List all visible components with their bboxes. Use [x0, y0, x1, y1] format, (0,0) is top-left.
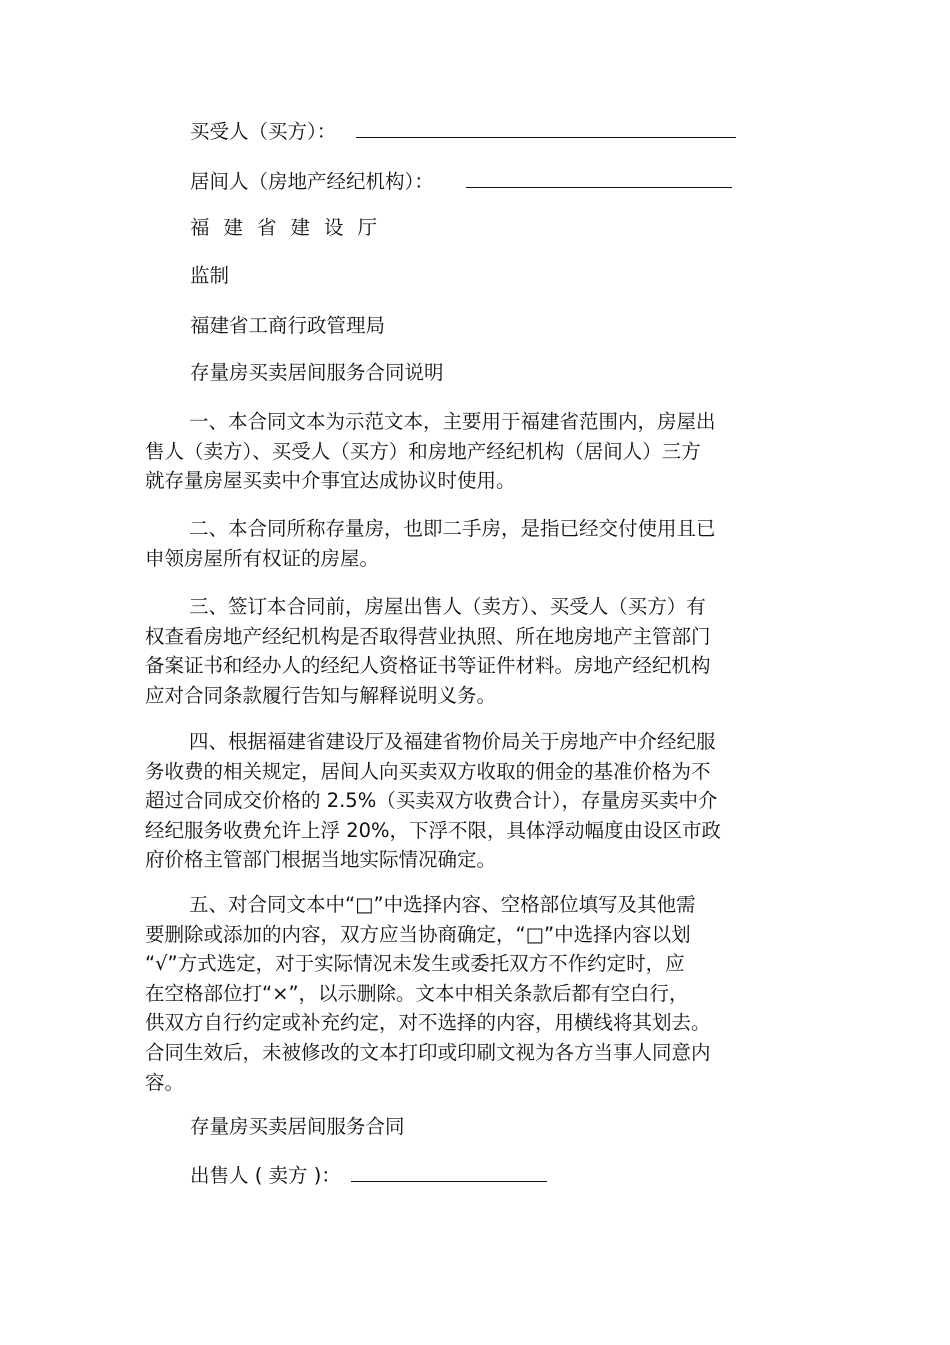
paragraph-line: 要删除或添加的内容，双方应当协商确定，“□”中选择内容以划 [145, 922, 691, 946]
paragraph-line: 容。 [145, 1070, 185, 1094]
buyer-line [190, 119, 736, 144]
paragraph-line: “√”方式选定，对于实际情况未发生或委托双方不作约定时，应 [145, 952, 685, 976]
paragraph-line: 在空格部位打“×”，以示删除。文本中相关条款后都有空白行， [145, 981, 689, 1005]
paragraph-line: 应对合同条款履行告知与解释说明义务。 [145, 683, 497, 707]
paragraph-4 [145, 727, 775, 875]
paragraph-line: 二、本合同所称存量房，也即二手房，是指已经交付使用且已 [189, 517, 716, 540]
issuer-commerce: 福建省工商行政管理局 [190, 314, 386, 337]
agent-blank[interactable] [466, 169, 732, 188]
paragraph-line: 售人（卖方）、买受人（买方）和房地产经纪机构（居间人）三方 [145, 439, 701, 463]
paragraph-line: 备案证书和经办人的经纪人资格证书等证件材料。房地产经纪机构 [145, 654, 711, 678]
seller-label: 出售人 ( 卖方 )： [190, 1164, 341, 1187]
explanation-title: 存量房买卖居间服务合同说明 [190, 361, 444, 384]
issuer-construction: 福建省建设厅 [190, 216, 392, 239]
buyer-blank[interactable] [356, 119, 736, 138]
agent-line [190, 169, 732, 194]
paragraph-line: 申领房屋所有权证的房屋。 [145, 546, 380, 570]
paragraph-line: 务收费的相关规定，居间人向买卖双方收取的佣金的基准价格为不 [145, 759, 711, 783]
paragraph-line: 四、根据福建省建设厅及福建省物价局关于房地产中介经纪服 [189, 730, 716, 753]
paragraph-line: 供双方自行约定或补充约定，对不选择的内容，用横线将其划去。 [145, 1011, 711, 1035]
paragraph-line: 一、本合同文本为示范文本，主要用于福建省范围内，房屋出 [189, 410, 716, 433]
paragraph-2 [145, 514, 775, 573]
paragraph-line: 合同生效后，未被修改的文本打印或印刷文视为各方当事人同意内 [145, 1040, 711, 1064]
paragraph-line: 超过合同成交价格的 2.5%（买卖双方收费合计），存量房买卖中介 [145, 789, 718, 813]
supervise-label: 监制 [190, 264, 230, 287]
paragraph-line: 五、对合同文本中“□”中选择内容、空格部位填写及其他需 [189, 893, 696, 916]
seller-line [190, 1163, 547, 1188]
paragraph-line: 三、签订本合同前，房屋出售人（卖方）、买受人（买方）有 [189, 595, 706, 618]
contract-title: 存量房买卖居间服务合同 [190, 1115, 405, 1138]
paragraph-1 [145, 407, 775, 496]
paragraph-line: 府价格主管部门根据当地实际情况确定。 [145, 848, 497, 872]
paragraph-3 [145, 592, 775, 710]
paragraph-line: 就存量房屋买卖中介事宜达成协议时使用。 [145, 469, 516, 493]
buyer-label: 买受人（买方）： [190, 120, 337, 143]
paragraph-line: 经纪服务收费允许上浮 20%，下浮不限，具体浮动幅度由设区市政 [145, 818, 722, 842]
paragraph-5 [145, 890, 775, 1097]
paragraph-line: 权查看房地产经纪机构是否取得营业执照、所在地房地产主管部门 [145, 624, 711, 648]
seller-blank[interactable] [351, 1163, 547, 1182]
agent-label: 居间人（房地产经纪机构）： [190, 170, 434, 193]
